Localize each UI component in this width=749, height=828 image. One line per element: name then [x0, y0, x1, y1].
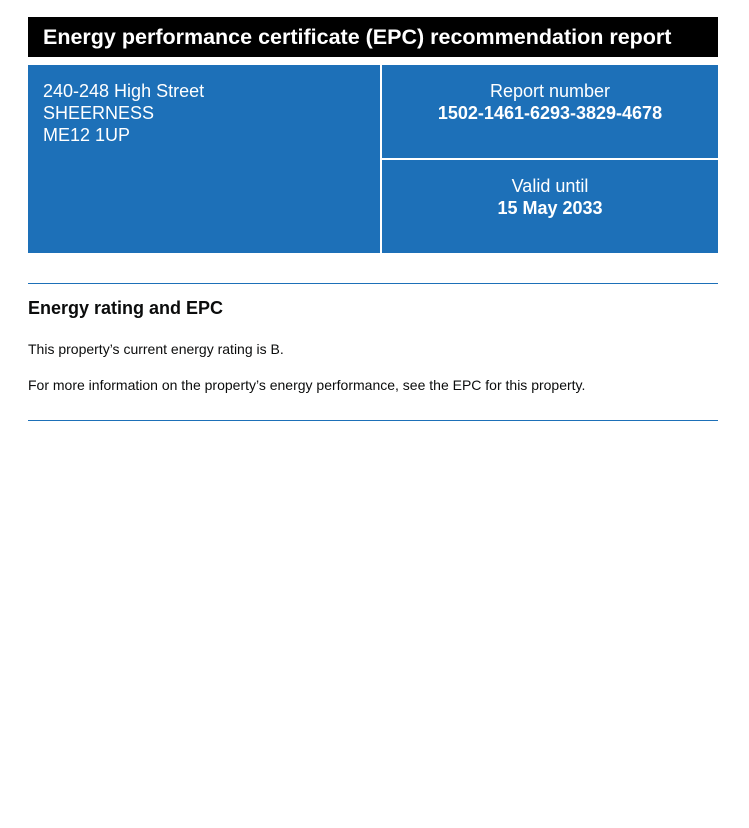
more-info-text: For more information on the property’s energy performance, see the EPC for this property.: [28, 377, 586, 393]
current-rating-text: This property’s current energy rating is B.: [28, 341, 284, 357]
property-address: [28, 65, 380, 253]
report-number-label: Report number: [489, 81, 611, 101]
address-line-2: SHEERNESS: [43, 103, 155, 123]
valid-until-label: Valid until: [511, 176, 589, 196]
report-title-bar: [28, 17, 718, 57]
report-number-value: 1502-1461-6293-3829-4678: [437, 103, 663, 123]
address-line-1: 240-248 High Street: [43, 81, 205, 101]
energy-rating-section: [28, 284, 718, 420]
valid-until-cell: [382, 160, 718, 253]
section-divider-bottom: [28, 420, 718, 421]
report-title: Energy performance certificate (EPC) recommendation report: [43, 25, 672, 49]
address-line-3: ME12 1UP: [43, 125, 131, 145]
valid-until-value: 15 May 2033: [497, 198, 603, 218]
section-heading: Energy rating and EPC: [28, 298, 224, 318]
report-details: [382, 65, 718, 253]
report-number-cell: [382, 65, 718, 158]
epc-report-page: [28, 17, 718, 421]
summary-panel: [28, 65, 718, 253]
